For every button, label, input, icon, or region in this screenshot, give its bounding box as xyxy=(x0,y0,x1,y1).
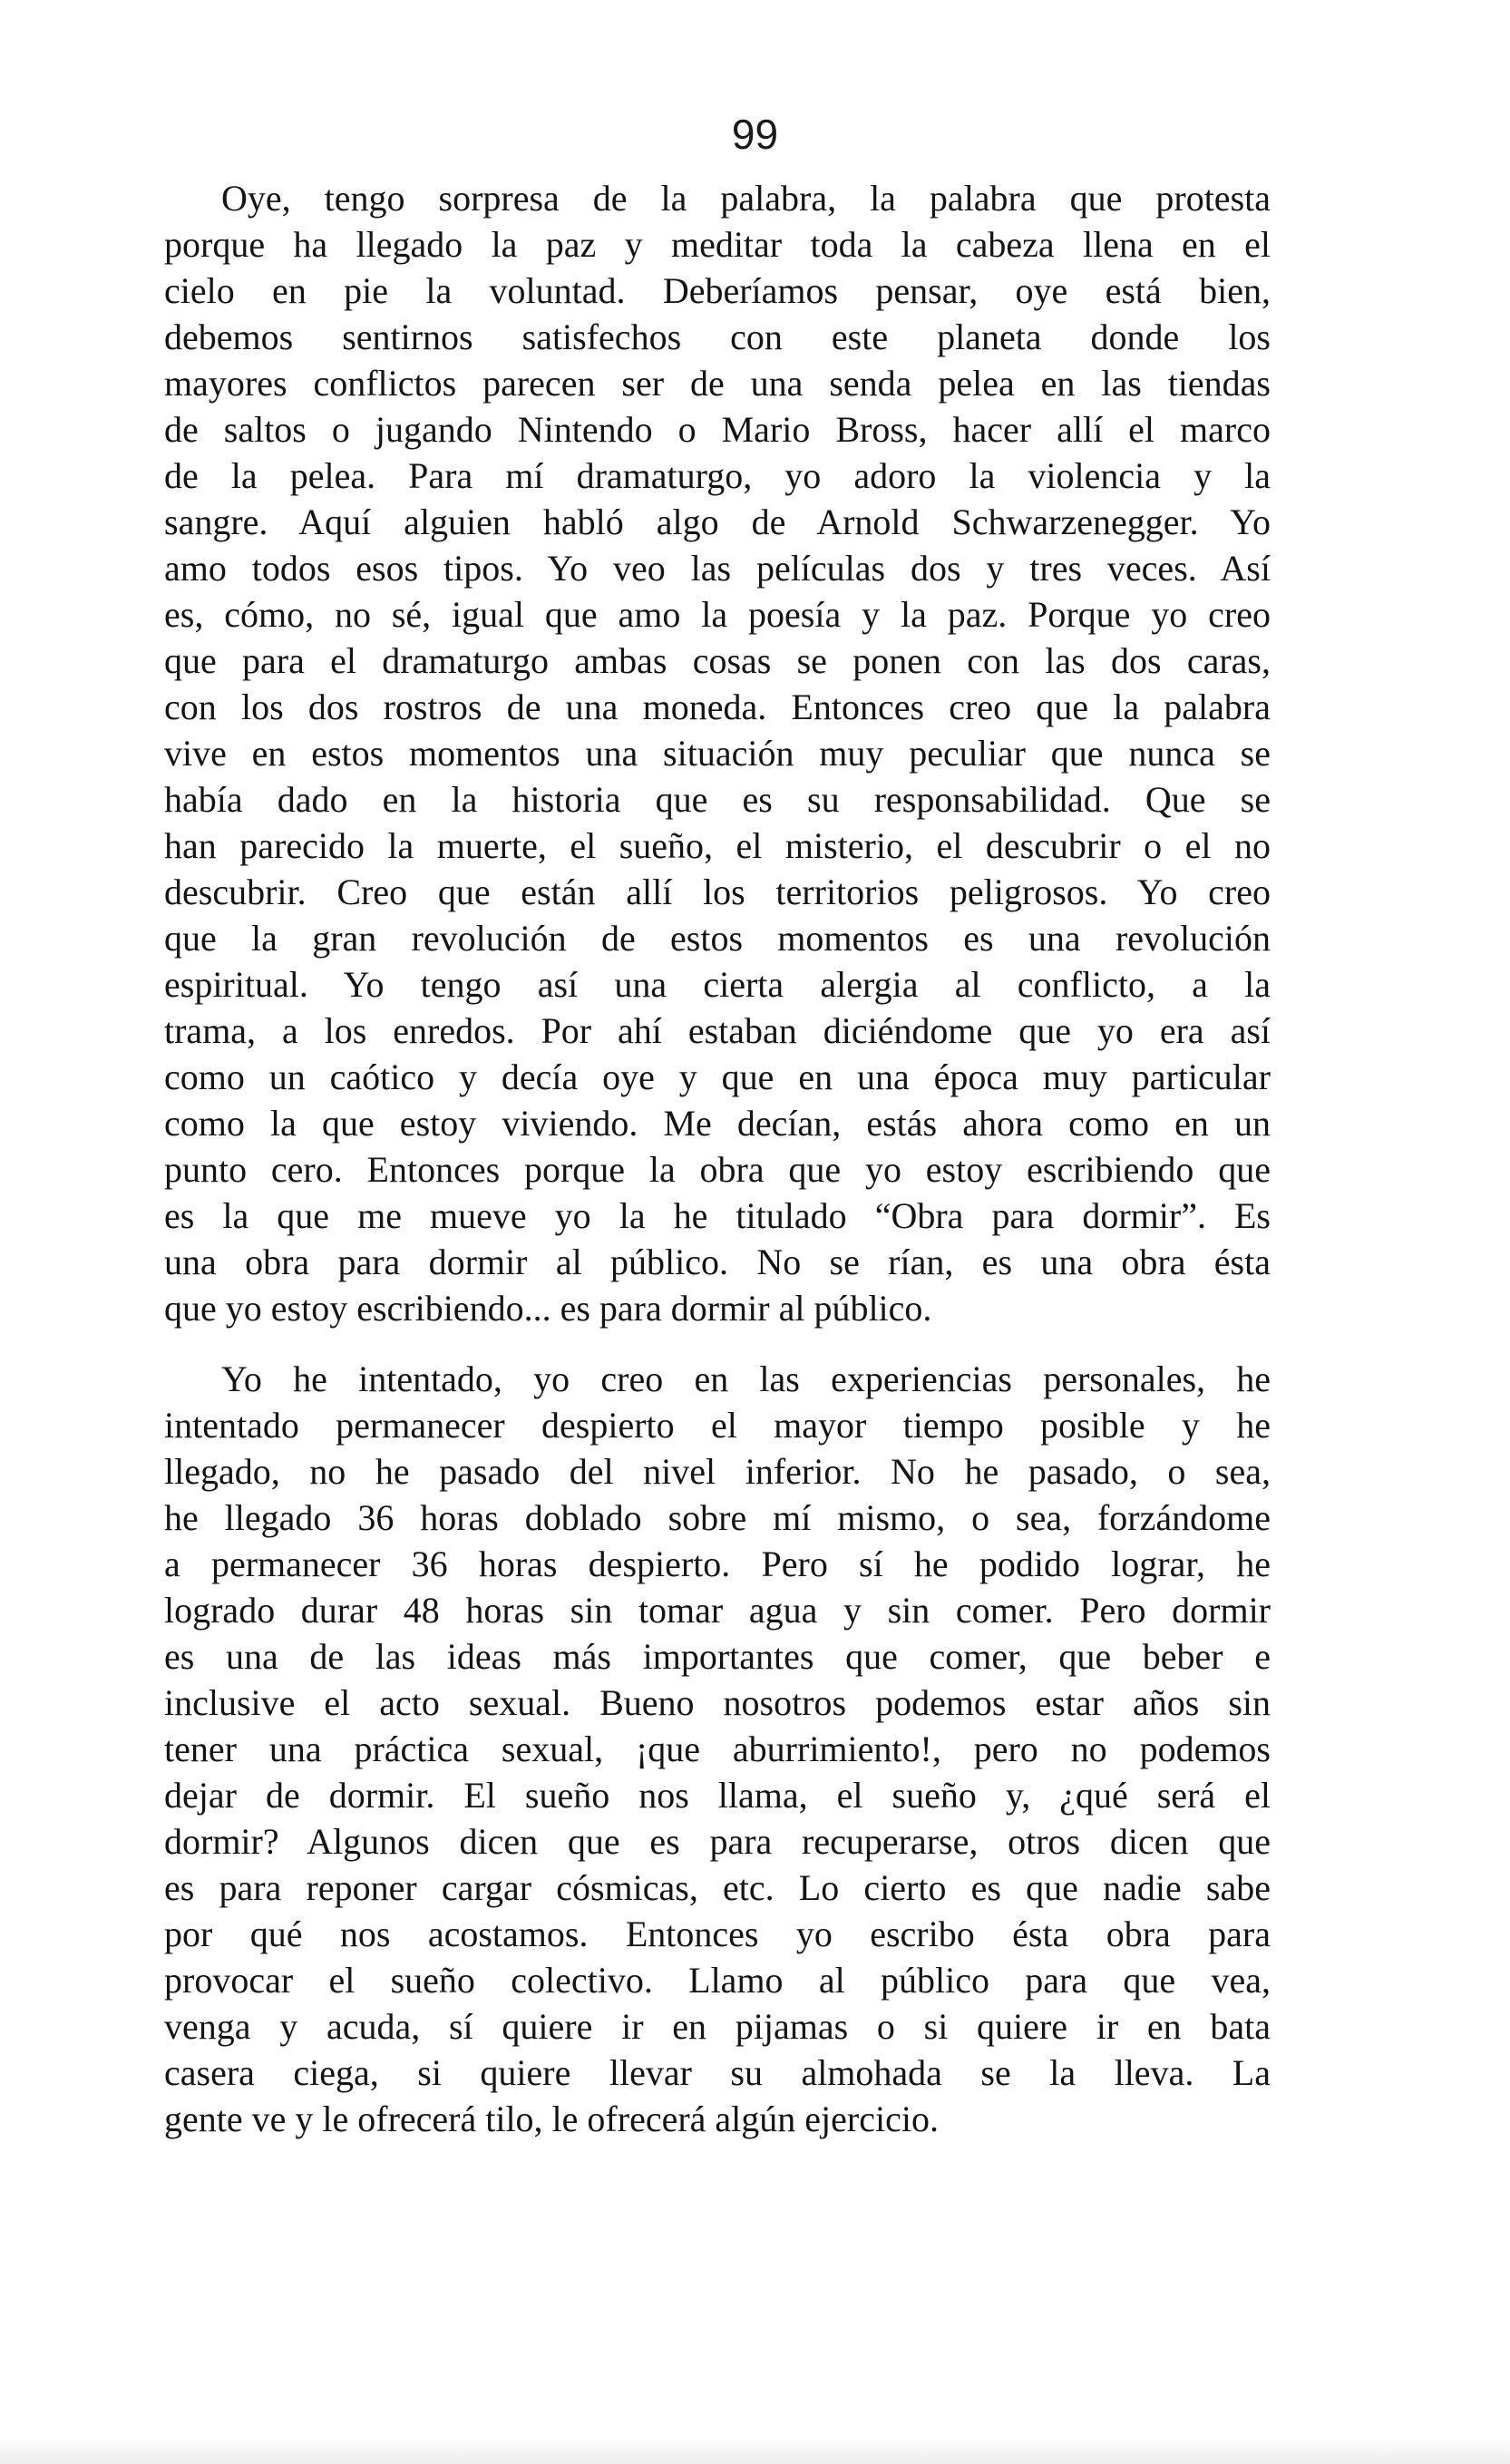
paragraph-line: Oye, tengo sorpresa de la palabra, la palabra que protesta xyxy=(221,178,1271,219)
paragraph-1 xyxy=(164,175,1271,1331)
paragraph-line: provocar el sueño colectivo. Llamo al público para que vea, xyxy=(164,1960,1271,2001)
paragraph-line: dormir? Algunos dicen que es para recuperarse, otros dicen que xyxy=(164,1821,1271,1862)
paragraph-line: inclusive el acto sexual. Bueno nosotros podemos estar años sin xyxy=(164,1682,1271,1723)
paragraph-line: a permanecer 36 horas despierto. Pero sí he podido lograr, he xyxy=(164,1544,1271,1584)
paragraph-line: que yo estoy escribiendo... es para dormir al público. xyxy=(164,1288,932,1329)
paragraph-line: punto cero. Entonces porque la obra que yo estoy escribiendo que xyxy=(164,1149,1271,1190)
paragraph-line: dejar de dormir. El sueño nos llama, el sueño y, ¿qué será el xyxy=(164,1775,1271,1816)
paragraph-line: había dado en la historia que es su responsabilidad. Que se xyxy=(164,779,1271,820)
paragraph-line: como un caótico y decía oye y que en una época muy particular xyxy=(164,1057,1271,1097)
paragraph-line: logrado durar 48 horas sin tomar agua y sin comer. Pero dormir xyxy=(164,1590,1271,1631)
paragraph-line: intentado permanecer despierto el mayor tiempo posible y he xyxy=(164,1405,1271,1446)
paragraph-line: es para reponer cargar cósmicas, etc. Lo cierto es que nadie sabe xyxy=(164,1867,1271,1908)
paragraph-line: como la que estoy viviendo. Me decían, estás ahora como en un xyxy=(164,1103,1271,1144)
paragraph-line: venga y acuda, sí quiere ir en pijamas o si quiere ir en bata xyxy=(164,2006,1271,2047)
paragraph-line: amo todos esos tipos. Yo veo las películas dos y tres veces. Así xyxy=(164,548,1271,589)
paragraph-line: es, cómo, no sé, igual que amo la poesía y la paz. Porque yo creo xyxy=(164,594,1271,635)
paragraph-line: que la gran revolución de estos momentos es una revolución xyxy=(164,918,1271,959)
paragraph-line: es la que me mueve yo la he titulado “Obra para dormir”. Es xyxy=(164,1195,1271,1236)
scan-edge-shadow xyxy=(0,2436,1510,2464)
paragraph-line: vive en estos momentos una situación muy peculiar que nunca se xyxy=(164,733,1271,774)
paragraph-line: por qué nos acostamos. Entonces yo escribo ésta obra para xyxy=(164,1914,1271,1954)
paragraph-line: casera ciega, si quiere llevar su almohada se la lleva. La xyxy=(164,2052,1271,2093)
paragraph-line: de la pelea. Para mí dramaturgo, yo adoro la violencia y la xyxy=(164,455,1271,496)
paragraph-line: una obra para dormir al público. No se rían, es una obra ésta xyxy=(164,1242,1271,1282)
page-number: 99 xyxy=(731,111,779,158)
paragraph-line: llegado, no he pasado del nivel inferior. No he pasado, o sea, xyxy=(164,1451,1271,1492)
paragraph-line: tener una práctica sexual, ¡que aburrimiento!, pero no podemos xyxy=(164,1729,1271,1769)
paragraph-line: he llegado 36 horas doblado sobre mí mismo, o sea, forzándome xyxy=(164,1497,1271,1538)
paragraph-line: trama, a los enredos. Por ahí estaban diciéndome que yo era así xyxy=(164,1010,1271,1051)
paragraph-line: que para el dramaturgo ambas cosas se ponen con las dos caras, xyxy=(164,640,1271,681)
paragraph-line: es una de las ideas más importantes que comer, que beber e xyxy=(164,1636,1271,1677)
paragraph-line: debemos sentirnos satisfechos con este planeta donde los xyxy=(164,317,1271,357)
paragraph-line: gente ve y le ofrecerá tilo, le ofrecerá algún ejercicio. xyxy=(164,2099,939,2139)
paragraph-line: han parecido la muerte, el sueño, el misterio, el descubrir o el no xyxy=(164,825,1271,866)
paragraph-line: cielo en pie la voluntad. Deberíamos pensar, oye está bien, xyxy=(164,270,1271,311)
paragraph-line: espiritual. Yo tengo así una cierta alergia al conflicto, a la xyxy=(164,964,1271,1005)
paragraph-line: porque ha llegado la paz y meditar toda la cabeza llena en el xyxy=(164,224,1271,265)
paragraph-line: sangre. Aquí alguien habló algo de Arnold Schwarzenegger. Yo xyxy=(164,502,1271,542)
paragraph-line: de saltos o jugando Nintendo o Mario Bross, hacer allí el marco xyxy=(164,409,1271,450)
paragraph-2 xyxy=(164,1356,1271,2142)
paragraph-line: descubrir. Creo que están allí los territorios peligrosos. Yo creo xyxy=(164,872,1271,912)
paragraph-line: Yo he intentado, yo creo en las experiencias personales, he xyxy=(221,1359,1271,1399)
paragraph-line: mayores conflictos parecen ser de una senda pelea en las tiendas xyxy=(164,363,1271,404)
paragraph-line: con los dos rostros de una moneda. Entonces creo que la palabra xyxy=(164,687,1271,727)
